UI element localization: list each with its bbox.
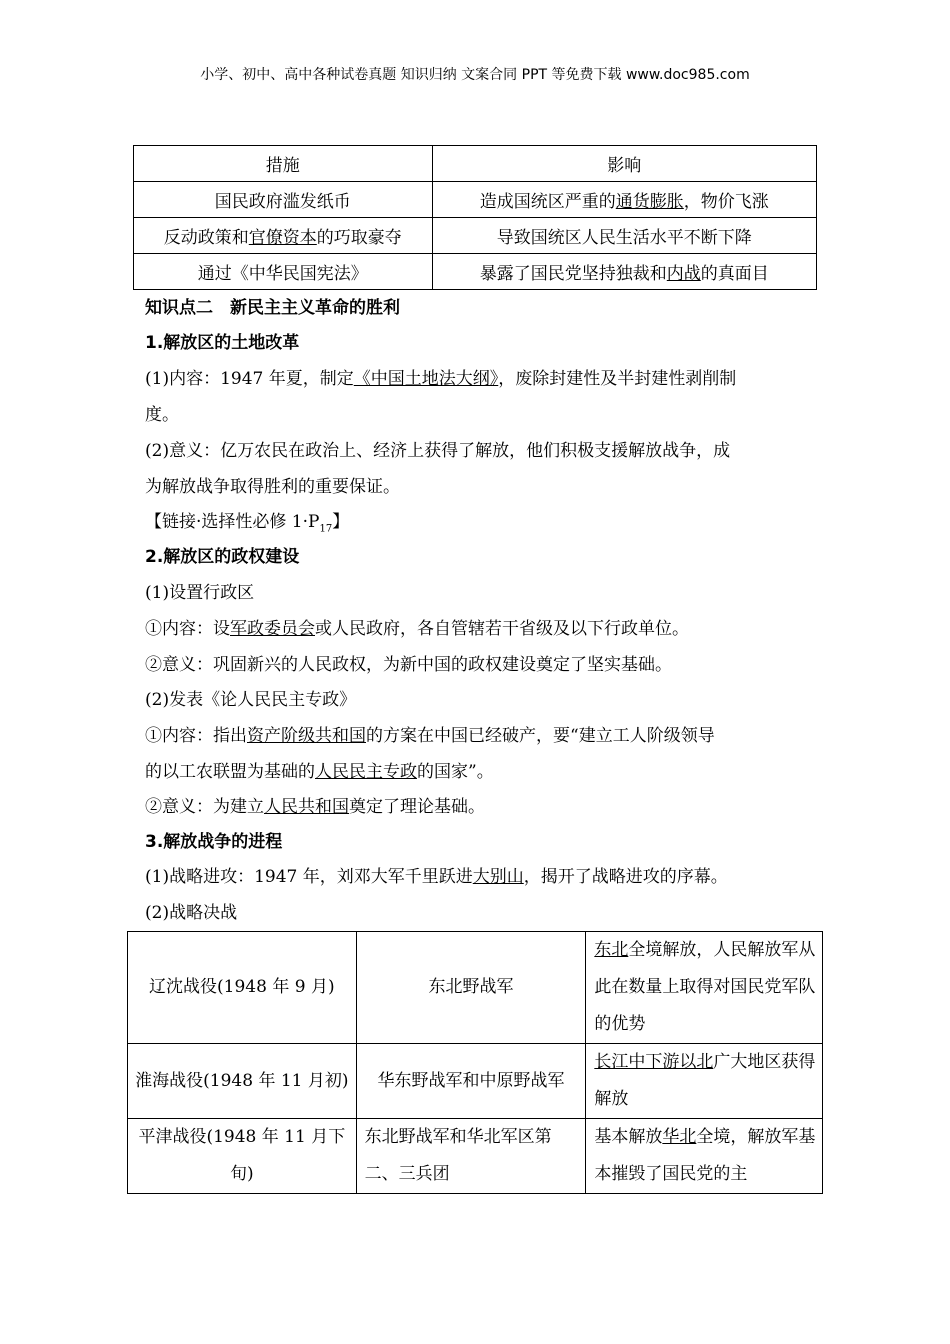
paragraph-line: (1)设置行政区 xyxy=(145,583,255,603)
measure-cell: 国民政府滥发纸币 xyxy=(134,182,433,218)
page-header: 小学、初中、高中各种试卷真题 知识归纳 文案合同 PPT 等免费下载 www.doc985.com xyxy=(200,67,750,83)
subsection-title: 3.解放战争的进程 xyxy=(145,832,283,852)
effect-cell: 导致国统区人民生活水平不断下降 xyxy=(432,218,816,254)
policy-effect-table xyxy=(133,145,817,290)
table-header-row xyxy=(134,146,817,182)
paragraph-line: ②意义：巩固新兴的人民政权，为新中国的政权建设奠定了坚实基础。 xyxy=(145,655,672,675)
result-cell: 东北全境解放，人民解放军从此在数量上取得对国民党军队的优势 xyxy=(586,932,823,1044)
paragraph-line: (1)战略进攻：1947 年，刘邓大军千里跃进大别山，揭开了战略进攻的序幕。 xyxy=(145,867,728,887)
battle-table xyxy=(127,931,823,1194)
paragraph-line: ①内容：设军政委员会或人民政府，各自管辖若干省级及以下行政单位。 xyxy=(145,619,689,639)
table-row xyxy=(128,932,823,1044)
table-row xyxy=(128,1044,823,1119)
effect-cell: 造成国统区严重的通货膨胀，物价飞涨 xyxy=(432,182,816,218)
subsection-title: 2.解放区的政权建设 xyxy=(145,547,300,567)
battle-cell: 淮海战役(1948 年 11 月初) xyxy=(128,1044,357,1119)
subsection-title: 1.解放区的土地改革 xyxy=(145,333,300,353)
table-row xyxy=(134,182,817,218)
table-row xyxy=(134,218,817,254)
paragraph-line: ②意义：为建立人民共和国奠定了理论基础。 xyxy=(145,797,485,817)
table-row xyxy=(134,254,817,290)
link-reference: 【链接·选择性必修 $1\cdot P_{17}$】 xyxy=(145,512,350,535)
paragraph-line: (2)发表《论人民民主专政》 xyxy=(145,690,357,710)
paragraph-line: ①内容：指出资产阶级共和国的方案在中国已经破产，要“建立工人阶级领导 xyxy=(145,726,715,746)
header-measure: 措施 xyxy=(134,146,433,182)
paragraph-line: 的以工农联盟为基础的人民民主专政的国家”。 xyxy=(145,762,494,782)
table-row xyxy=(128,1119,823,1194)
paragraph-line: (2)意义：亿万农民在政治上、经济上获得了解放，他们积极支援解放战争，成 xyxy=(145,441,731,461)
battle-cell: 辽沈战役(1948 年 9 月) xyxy=(128,932,357,1044)
battle-cell: 平津战役(1948 年 11 月下旬) xyxy=(128,1119,357,1194)
paragraph-line: (2)战略决战 xyxy=(145,903,238,923)
result-cell: 基本解放华北全境，解放军基本摧毁了国民党的主 xyxy=(586,1119,823,1194)
paragraph-line: 度。 xyxy=(145,405,179,425)
effect-cell: 暴露了国民党坚持独裁和内战的真面目 xyxy=(432,254,816,290)
army-cell: 东北野战军和华北军区第二、三兵团 xyxy=(356,1119,586,1194)
paragraph-line: 为解放战争取得胜利的重要保证。 xyxy=(145,477,400,497)
section-title: 知识点二 新民主主义革命的胜利 xyxy=(145,298,400,318)
army-cell: 东北野战军 xyxy=(356,932,586,1044)
paragraph-line: (1)内容：1947 年夏，制定《中国土地法大纲》，废除封建性及半封建性剥削制 xyxy=(145,369,737,389)
army-cell: 华东野战军和中原野战军 xyxy=(356,1044,586,1119)
measure-cell: 通过《中华民国宪法》 xyxy=(134,254,433,290)
measure-cell: 反动政策和官僚资本的巧取豪夺 xyxy=(134,218,433,254)
result-cell: 长江中下游以北广大地区获得解放 xyxy=(586,1044,823,1119)
header-effect: 影响 xyxy=(432,146,816,182)
